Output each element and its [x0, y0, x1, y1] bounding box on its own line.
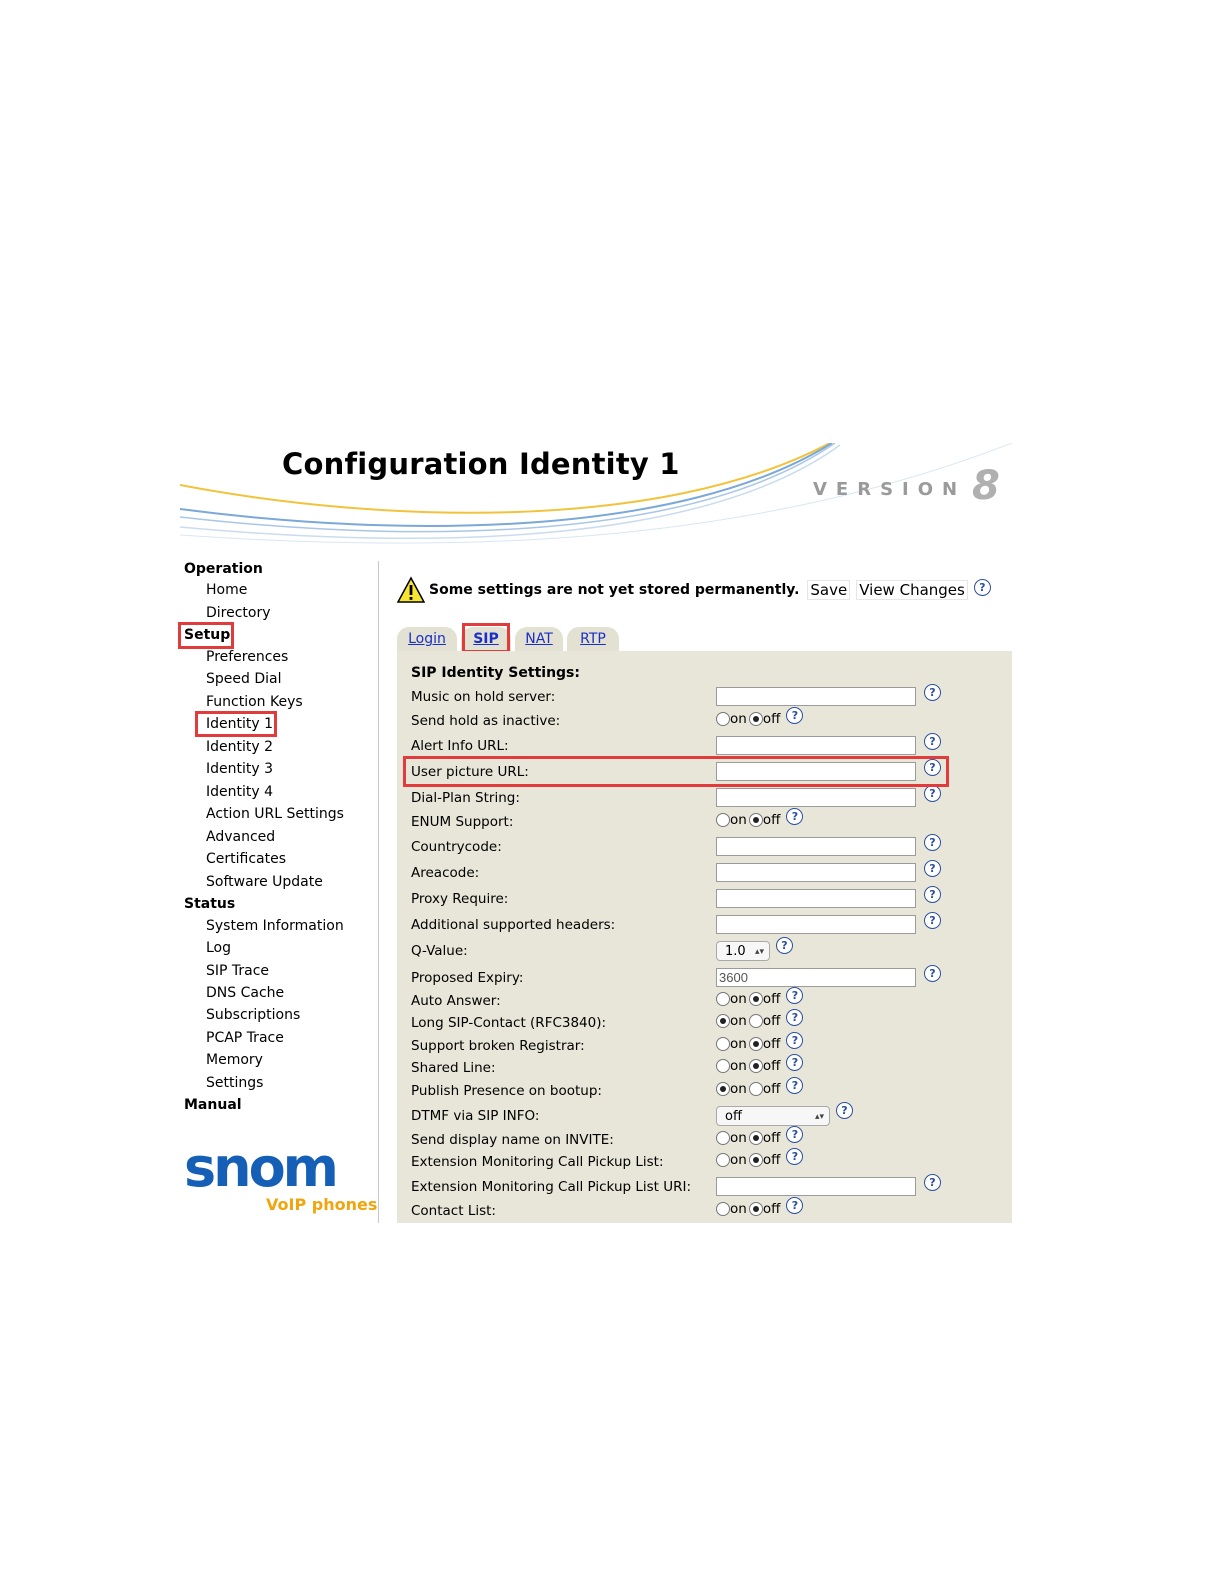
radio-on[interactable] [716, 1059, 730, 1073]
warning-icon [397, 576, 425, 604]
section-title: SIP Identity Settings: [411, 665, 580, 681]
radio-off-label: off [762, 1013, 781, 1029]
nav-section-status[interactable]: Status [184, 896, 236, 912]
select-arrows-icon: ▴▾ [754, 947, 764, 957]
radio-on[interactable] [716, 1037, 730, 1051]
nav-item-action-url-settings[interactable]: Action URL Settings [206, 806, 344, 822]
setting-label: Proxy Require: [411, 891, 509, 907]
radio-off[interactable] [749, 1202, 763, 1216]
setting-select[interactable] [716, 941, 770, 961]
radio-on[interactable] [716, 1153, 730, 1167]
help-icon[interactable]: ? [974, 579, 991, 596]
dial-plan-highlight-box [403, 756, 949, 787]
setting-label: Music on hold server: [411, 689, 556, 705]
radio-on[interactable] [716, 1014, 730, 1028]
setting-text-input[interactable] [716, 889, 916, 908]
setting-text-input[interactable] [716, 788, 916, 807]
setting-control [716, 711, 803, 727]
radio-off-label: off [762, 1152, 781, 1168]
radio-off[interactable] [749, 1082, 763, 1096]
setting-label: Q-Value: [411, 943, 468, 959]
nav-item-home[interactable]: Home [206, 582, 248, 598]
nav-item-function-keys[interactable]: Function Keys [206, 694, 303, 710]
setting-row [411, 687, 1011, 709]
radio-off-label: off [762, 1036, 781, 1052]
nav-item-identity-3[interactable]: Identity 3 [206, 761, 274, 777]
nav-item-log[interactable]: Log [206, 940, 232, 956]
tab-nat[interactable]: NAT [515, 627, 563, 651]
setting-control [716, 1081, 803, 1097]
help-icon[interactable]: ? [786, 1032, 803, 1049]
snom-logo [184, 1136, 378, 1214]
nav-item-pcap-trace[interactable]: PCAP Trace [206, 1030, 284, 1046]
setting-label: DTMF via SIP INFO: [411, 1108, 540, 1124]
help-icon[interactable]: ? [786, 1148, 803, 1165]
setting-control [716, 1201, 803, 1217]
setting-row [411, 1081, 1011, 1103]
setting-row [411, 968, 1011, 990]
main-content [397, 569, 1012, 1223]
radio-on-label: on [730, 1058, 747, 1074]
radio-on-label: on [730, 711, 747, 727]
setting-text-input[interactable] [716, 915, 916, 934]
setting-row [411, 1152, 1011, 1174]
radio-on-label: on [730, 1130, 747, 1146]
radio-off[interactable] [749, 1131, 763, 1145]
nav-section-operation[interactable]: Operation [184, 561, 263, 577]
setting-row [411, 1130, 1011, 1152]
help-icon[interactable]: ? [924, 684, 941, 701]
radio-on-label: on [730, 1036, 747, 1052]
radio-on[interactable] [716, 1131, 730, 1145]
setting-label: Countrycode: [411, 839, 502, 855]
radio-off-label: off [762, 711, 781, 727]
radio-on[interactable] [716, 1082, 730, 1096]
radio-on-label: on [730, 1152, 747, 1168]
help-icon[interactable]: ? [786, 987, 803, 1004]
setting-label: Areacode: [411, 865, 480, 881]
setting-control [716, 888, 936, 908]
radio-off-label: off [762, 1130, 781, 1146]
setting-label: Additional supported headers: [411, 917, 616, 933]
setting-label: Extension Monitoring Call Pickup List URI: [411, 1179, 692, 1195]
setting-label: Extension Monitoring Call Pickup List: [411, 1154, 664, 1170]
setting-control [716, 941, 793, 961]
help-icon[interactable]: ? [924, 965, 941, 982]
setting-row [411, 889, 1011, 911]
setting-control [716, 1036, 803, 1052]
setting-control [716, 787, 936, 807]
help-icon[interactable]: ? [786, 808, 803, 825]
sip-tab-highlight-box [462, 623, 510, 653]
setting-label: Send display name on INVITE: [411, 1132, 614, 1148]
logo-subtitle: VoIP phones [266, 1195, 378, 1214]
setting-row [411, 1058, 1011, 1080]
setting-label: Send hold as inactive: [411, 713, 561, 729]
help-icon[interactable]: ? [836, 1102, 853, 1119]
page-title: Configuration Identity 1 [282, 447, 680, 481]
radio-off-label: off [762, 991, 781, 1007]
setting-row [411, 1013, 1011, 1035]
radio-off[interactable] [749, 1014, 763, 1028]
nav-item-memory[interactable]: Memory [206, 1052, 263, 1068]
setting-row [411, 991, 1011, 1013]
help-icon[interactable]: ? [924, 785, 941, 802]
setting-row [411, 812, 1011, 834]
help-icon[interactable]: ? [924, 912, 941, 929]
unsaved-warning-bar [397, 573, 991, 607]
radio-off[interactable] [749, 1153, 763, 1167]
setting-label: Publish Presence on bootup: [411, 1083, 602, 1099]
setting-row [411, 837, 1011, 859]
help-icon[interactable]: ? [786, 1077, 803, 1094]
radio-on-label: on [730, 1201, 747, 1217]
select-value: 1.0 [725, 944, 746, 959]
radio-off-label: off [762, 1081, 781, 1097]
setting-label: Auto Answer: [411, 993, 501, 1009]
nav-section-setup[interactable]: Setup [184, 627, 231, 643]
nav-item-identity-1[interactable]: Identity 1 [206, 716, 274, 732]
radio-off[interactable] [749, 813, 763, 827]
nav-item-sip-trace[interactable]: SIP Trace [206, 963, 270, 979]
nav-item-dns-cache[interactable]: DNS Cache [206, 985, 285, 1001]
setting-control [716, 686, 936, 706]
nav-item-system-information[interactable]: System Information [206, 918, 344, 934]
help-icon[interactable]: ? [786, 1009, 803, 1026]
tab-sip[interactable]: SIP [461, 627, 511, 651]
version-label: VERSION [813, 479, 967, 500]
setting-label: Proposed Expiry: [411, 970, 524, 986]
select-value: off [725, 1109, 742, 1124]
setup-highlight-box [178, 622, 234, 649]
tab-rtp[interactable]: RTP [567, 627, 619, 651]
setting-row [411, 915, 1011, 937]
nav-item-advanced[interactable]: Advanced [206, 829, 276, 845]
setting-label: Alert Info URL: [411, 738, 509, 754]
setting-select[interactable] [716, 1106, 830, 1126]
setting-label: ENUM Support: [411, 814, 514, 830]
nav-item-software-update[interactable]: Software Update [206, 874, 323, 890]
setting-control [716, 1106, 853, 1126]
setting-row [411, 1036, 1011, 1058]
setting-label: User picture URL: [411, 764, 529, 780]
identity-1-highlight-box [195, 711, 277, 737]
setting-row [411, 736, 1011, 758]
setting-label: Support broken Registrar: [411, 1038, 585, 1054]
radio-on[interactable] [716, 712, 730, 726]
setting-text-input[interactable] [716, 736, 916, 755]
help-icon[interactable]: ? [924, 733, 941, 750]
setting-row [411, 711, 1011, 733]
radio-on[interactable] [716, 813, 730, 827]
snom-config-screenshot [180, 443, 1012, 1223]
sidebar-nav [180, 561, 379, 1223]
radio-off-label: off [762, 1201, 781, 1217]
radio-off[interactable] [749, 712, 763, 726]
setting-control [716, 735, 936, 755]
radio-off-label: off [762, 1058, 781, 1074]
setting-row [411, 863, 1011, 885]
setting-control [716, 1058, 803, 1074]
setting-control [716, 1152, 803, 1168]
setting-label: Shared Line: [411, 1060, 496, 1076]
radio-off[interactable] [749, 1037, 763, 1051]
help-icon[interactable]: ? [924, 1174, 941, 1191]
radio-on[interactable] [716, 992, 730, 1006]
setting-label: Long SIP-Contact (RFC3840): [411, 1015, 607, 1031]
nav-item-certificates[interactable]: Certificates [206, 851, 287, 867]
radio-off[interactable] [749, 992, 763, 1006]
sip-settings-panel [397, 651, 1012, 1223]
setting-row [411, 1177, 1011, 1199]
help-icon[interactable]: ? [924, 834, 941, 851]
radio-on-label: on [730, 1013, 747, 1029]
version-number: 8 [972, 463, 1000, 509]
setting-control [716, 836, 936, 856]
setting-text-input[interactable] [716, 837, 916, 856]
nav-item-settings[interactable]: Settings [206, 1075, 264, 1091]
nav-item-speed-dial[interactable]: Speed Dial [206, 671, 282, 687]
radio-off[interactable] [749, 1059, 763, 1073]
nav-item-preferences[interactable]: Preferences [206, 649, 289, 665]
logo-text: snom [184, 1136, 336, 1199]
setting-row [411, 1106, 1011, 1128]
help-icon[interactable]: ? [786, 1126, 803, 1143]
view-changes-button[interactable]: View Changes [856, 580, 968, 600]
setting-control [716, 914, 936, 934]
warning-text: Some settings are not yet stored permanently. [429, 582, 800, 598]
nav-item-subscriptions[interactable]: Subscriptions [206, 1007, 301, 1023]
setting-control [716, 991, 803, 1007]
nav-item-identity-4[interactable]: Identity 4 [206, 784, 274, 800]
setting-row [411, 788, 1011, 810]
setting-control [716, 1130, 803, 1146]
setting-text-input[interactable] [716, 863, 916, 882]
help-icon[interactable]: ? [786, 707, 803, 724]
setting-control [716, 1013, 803, 1029]
setting-control [716, 967, 936, 987]
nav-item-directory[interactable]: Directory [206, 605, 271, 621]
select-arrows-icon: ▴▾ [814, 1112, 824, 1122]
help-icon[interactable]: ? [786, 1197, 803, 1214]
setting-control [716, 1176, 936, 1196]
nav-section-manual[interactable]: Manual [184, 1097, 242, 1113]
radio-on-label: on [730, 812, 747, 828]
help-icon[interactable]: ? [786, 1054, 803, 1071]
setting-text-input[interactable] [716, 1177, 916, 1196]
help-icon[interactable]: ? [924, 886, 941, 903]
help-icon[interactable]: ? [924, 860, 941, 877]
save-button[interactable]: Save [807, 580, 850, 600]
setting-label: Dial-Plan String: [411, 790, 520, 806]
setting-control [716, 862, 936, 882]
radio-off-label: off [762, 812, 781, 828]
setting-control [716, 812, 803, 828]
help-icon[interactable]: ? [924, 759, 941, 776]
setting-row [411, 941, 1011, 963]
radio-on-label: on [730, 1081, 747, 1097]
setting-row [411, 1201, 1011, 1223]
setting-text-input[interactable] [716, 687, 916, 706]
setting-label: Contact List: [411, 1203, 496, 1219]
radio-on-label: on [730, 991, 747, 1007]
nav-item-identity-2[interactable]: Identity 2 [206, 739, 274, 755]
tab-login[interactable]: Login [397, 627, 457, 651]
page-header [180, 443, 1012, 553]
setting-text-input[interactable] [716, 968, 916, 987]
help-icon[interactable]: ? [776, 937, 793, 954]
radio-on[interactable] [716, 1202, 730, 1216]
